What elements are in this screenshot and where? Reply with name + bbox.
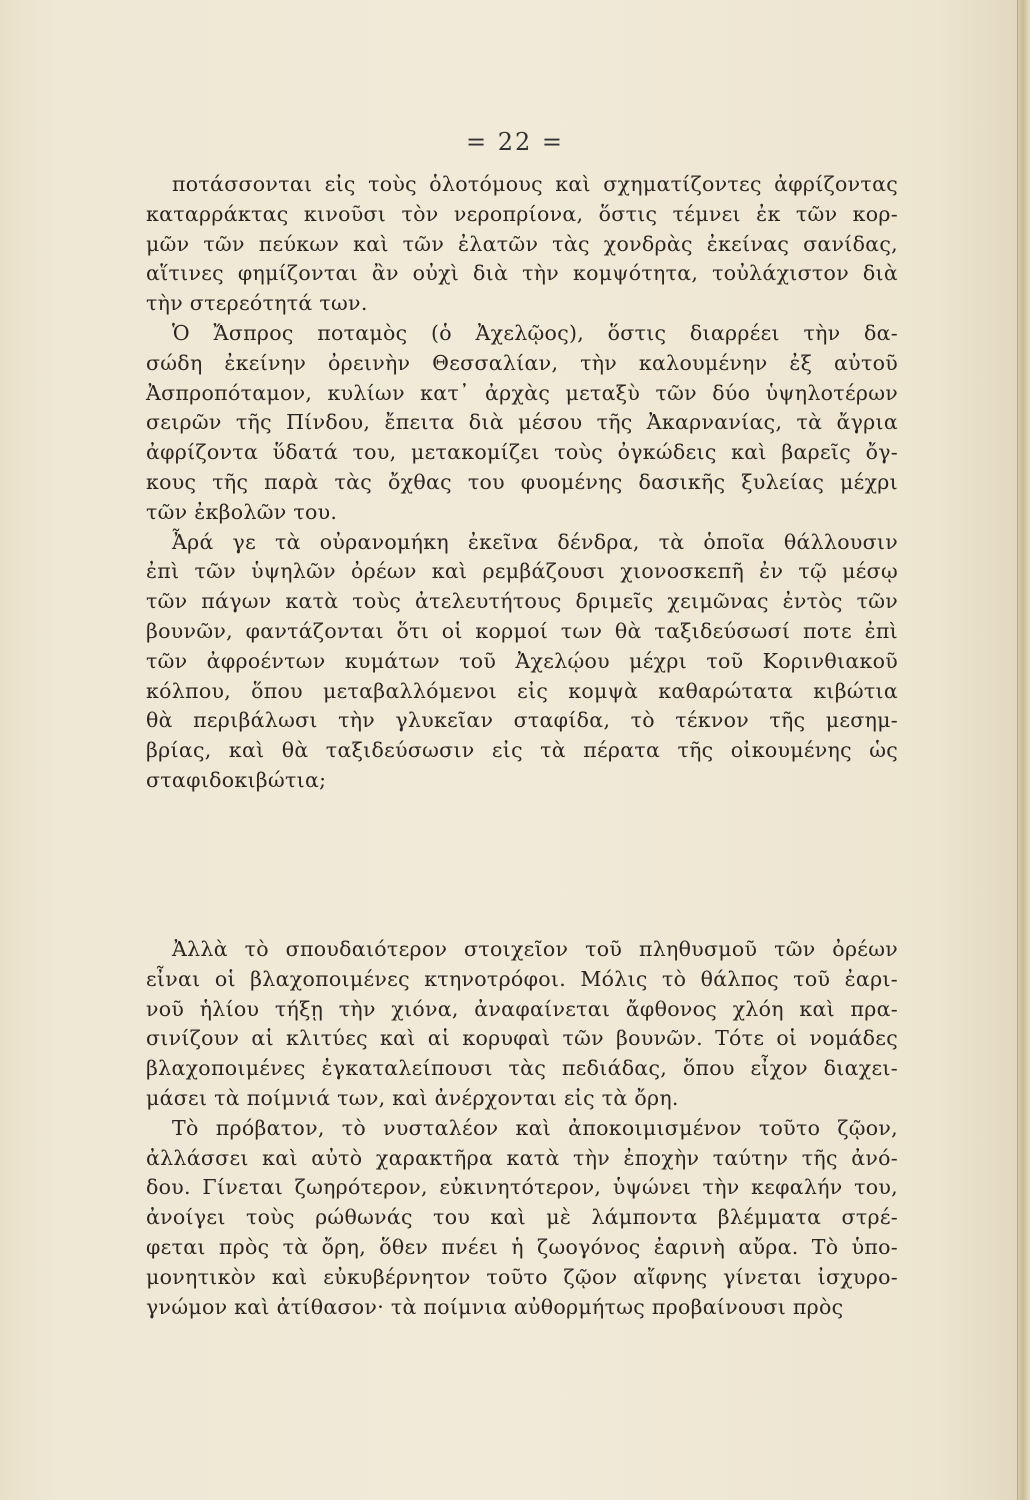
- text-line: δου. Γίνεται ζωηρότερον, εὐκινητότερον, ὑψώνει τὴν κεφαλήν του,: [146, 1175, 898, 1200]
- text-line: τὴν στερεότητά των.: [146, 291, 368, 316]
- text-line: ἐπὶ τῶν ὑψηλῶν ὀρέων καὶ ρεμβάζουσι χιονοσκεπῆ ἐν τῷ μέσῳ: [146, 559, 898, 584]
- text-line: Ἀλλὰ τὸ σπουδαιότερον στοιχεῖον τοῦ πληθυσμοῦ τῶν ὀρέων: [172, 937, 898, 961]
- text-line: αἵτινες φημίζονται ἂν οὐχὶ διὰ τὴν κομψότητα, τοὐλάχιστον διὰ: [146, 261, 898, 286]
- text-line: κόλπου, ὅπου μεταβαλλόμενοι εἰς κομψὰ καθαρώτατα κιβώτια: [146, 678, 898, 703]
- text-line: θὰ περιβάλωσι τὴν γλυκεῖαν σταφίδα, τὸ τέκνον τῆς μεσημ-: [146, 708, 898, 733]
- text-line: σταφιδοκιβώτια;: [146, 767, 327, 792]
- text-line: κους τῆς παρὰ τὰς ὄχθας του φυομένης δασικῆς ξυλείας μέχρι: [146, 469, 898, 494]
- text-line: ἀνοίγει τοὺς ρώθωνάς του καὶ μὲ λάμποντα βλέμματα στρέ-: [146, 1205, 898, 1230]
- text-line: ἀφρίζοντα ὕδατά του, μετακομίζει τοὺς ὀγκώδεις καὶ βαρεῖς ὄγ-: [146, 440, 898, 465]
- text-line: μονητικὸν καὶ εὐκυβέρνητον τοῦτο ζῷον αἴφνης γίνεται ἰσχυρο-: [146, 1264, 898, 1289]
- paragraph: [146, 170, 898, 319]
- text-line: τῶν ἀφροέντων κυμάτων τοῦ Ἀχελῴου μέχρι τοῦ Κορινθιακοῦ: [146, 648, 898, 673]
- text-line: βρίας, καὶ θὰ ταξιδεύσωσιν εἰς τὰ πέρατα τῆς οἰκουμένης ὡς: [146, 738, 898, 763]
- text-block-upper: [146, 170, 898, 796]
- text-line: μάσει τὰ ποίμνιά των, καὶ ἀνέρχονται εἰς τὰ ὄρη.: [146, 1085, 679, 1110]
- paragraph: [146, 935, 898, 1114]
- paragraph: [146, 528, 898, 796]
- text-line: σινίζουν αἱ κλιτύες καὶ αἱ κορυφαὶ τῶν βουνῶν. Τότε οἱ νομάδες: [146, 1026, 898, 1051]
- text-line: βουνῶν, φαντάζονται ὅτι οἱ κορμοί των θὰ ταξιδεύσωσί ποτε ἐπὶ: [146, 618, 898, 643]
- text-line: Ἆρά γε τὰ οὐρανομήκη ἐκεῖνα δένδρα, τὰ ὁποῖα θάλλουσιν: [172, 529, 898, 554]
- text-block-lower: [146, 935, 898, 1322]
- paragraph: [146, 319, 898, 528]
- text-line: ἀλλάσσει καὶ αὐτὸ χαρακτῆρα κατὰ τὴν ἐποχὴν ταύτην τῆς ἀνό-: [146, 1145, 898, 1170]
- text-line: μῶν τῶν πεύκων καὶ τῶν ἐλατῶν τὰς χονδρὰς ἐκείνας σανίδας,: [146, 231, 898, 256]
- text-line: τῶν πάγων κατὰ τοὺς ἀτελευτήτους δριμεῖς χειμῶνας ἐντὸς τῶν: [146, 589, 898, 614]
- text-line: Τὸ πρόβατον, τὸ νυσταλέον καὶ ἀποκοιμισμένον τοῦτο ζῷον,: [172, 1115, 898, 1140]
- text-line: ποτάσσονται εἰς τοὺς ὁλοτόμους καὶ σχηματίζοντες ἀφρίζοντας: [172, 172, 898, 196]
- text-line: εἶναι οἱ βλαχοποιμένες κτηνοτρόφοι. Μόλις τὸ θάλπος τοῦ ἐαρι-: [146, 966, 898, 991]
- text-line: Ἀσπροπόταμον, κυλίων κατ᾽ ἀρχὰς μεταξὺ τῶν δύο ὑψηλοτέρων: [146, 380, 898, 405]
- text-line: καταρράκτας κινοῦσι τὸν νεροπρίονα, ὅστις τέμνει ἐκ τῶν κορ-: [146, 201, 898, 226]
- paragraph: [146, 1114, 898, 1323]
- page-number: = 22 =: [465, 128, 564, 156]
- page-edge: [1017, 0, 1030, 1500]
- text-line: βλαχοποιμένες ἐγκαταλείπουσι τὰς πεδιάδας, ὅπου εἶχον διαχει-: [146, 1056, 898, 1081]
- text-line: Ὁ Ἄσπρος ποταμὸς (ὁ Ἀχελῷος), ὅστις διαρρέει τὴν δα-: [172, 320, 898, 345]
- text-line: τῶν ἐκβολῶν του.: [146, 499, 338, 524]
- text-line: σώδη ἐκείνην ὀρεινὴν Θεσσαλίαν, τὴν καλουμένην ἐξ αὐτοῦ: [146, 350, 898, 375]
- text-line: σειρῶν τῆς Πίνδου, ἔπειτα διὰ μέσου τῆς Ἀκαρνανίας, τὰ ἄγρια: [146, 410, 898, 435]
- text-line: φεται πρὸς τὰ ὄρη, ὅθεν πνέει ἡ ζωογόνος ἐαρινὴ αὔρα. Τὸ ὑπο-: [146, 1234, 898, 1259]
- text-line: γνώμον καὶ ἀτίθασον· τὰ ποίμνια αὐθορμήτως προβαίνουσι πρὸς: [146, 1294, 844, 1319]
- text-line: νοῦ ἡλίου τήξῃ τὴν χιόνα, ἀναφαίνεται ἄφθονος χλόη καὶ πρα-: [146, 996, 898, 1021]
